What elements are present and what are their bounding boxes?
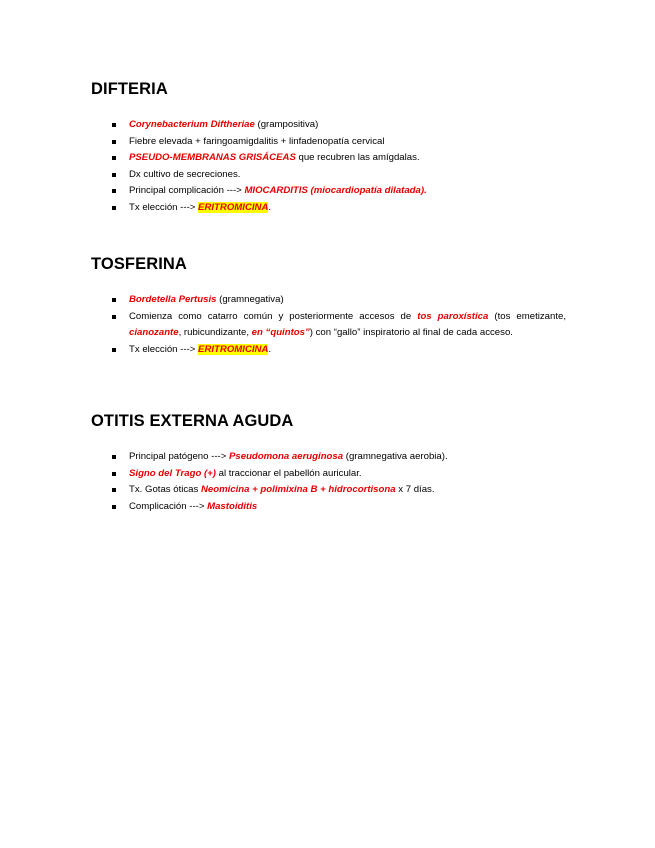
bullet-icon [112,455,116,459]
body-text: Tx. Gotas óticas [129,484,201,496]
emphasis-text: ERITROMICINA [198,343,269,355]
bullet-icon [112,206,116,210]
bullet-icon [112,488,116,492]
body-text: Dx cultivo de secreciones. [129,168,241,180]
body-text: x 7 días. [395,484,435,496]
body-text: Complicación ---> [129,500,208,512]
list-item [91,482,566,499]
emphasis-text: PSEUDO-MEMBRANAS GRISÁCEAS [129,152,296,164]
emphasis-text: Pseudomona aeruginosa [229,451,344,462]
bullet-list [91,449,566,515]
emphasis-text: MIOCARDITIS (miocardiopatía dilatada). [244,185,427,197]
body-text: Principal complicación ---> [129,185,245,197]
bullet-icon [112,348,116,352]
body-text: . [268,201,272,213]
body-text: Comienza como catarro común y posteriormente accesos de [129,310,418,322]
bullet-icon [112,298,116,302]
emphasis-text: tos paroxística [417,310,489,322]
emphasis-text: Bordetella Pertusis [129,294,217,305]
list-item [91,449,566,466]
section-otitis-externa-aguda [91,411,566,515]
emphasis-text: en “quintos” [251,327,310,339]
body-text: , rubicundizante, [178,327,252,339]
body-text: (gramnegativa aerobia). [343,451,448,462]
bullet-icon [112,315,116,319]
section-tosferina [91,254,566,358]
bullet-icon [112,472,116,476]
bullet-icon [112,173,116,177]
body-text: Principal patógeno ---> [129,451,229,462]
list-item [91,200,566,217]
list-item [91,499,566,516]
emphasis-text: cianozante [129,327,179,339]
body-text: ) con “gallo” inspiratorio al final de cada acceso. [309,327,513,339]
bullet-icon [112,140,116,144]
list-item [91,466,566,483]
list-item [91,342,566,359]
emphasis-text: Signo del Trago (+) [129,467,216,479]
emphasis-text: Corynebacterium Diftheriae [129,119,255,130]
body-text: que recubren las amígdalas. [295,152,420,164]
list-item [91,167,566,184]
bullet-icon [112,505,116,509]
list-item [91,134,566,151]
emphasis-text: ERITROMICINA [198,201,269,213]
list-item [91,117,566,134]
body-text: . [268,343,272,355]
body-text: (grampositiva) [254,119,319,130]
bullet-icon [112,156,116,160]
bullet-list [91,117,566,217]
body-text: (tos emetizante, [488,310,567,322]
body-text: al traccionar el pabellón auricular. [215,467,362,479]
body-text: Fiebre elevada + faringoamigdalitis + linfadenopatía cervical [129,135,385,147]
emphasis-text: Neomicina + polimixina B + hidrocortisona [200,484,396,496]
list-item [91,183,566,200]
bullet-icon [112,123,116,127]
bullet-icon [112,189,116,193]
list-item [91,292,566,309]
section-title: TOSFERINA [91,255,187,273]
body-text: Tx elección ---> [129,201,199,213]
list-item [91,309,566,342]
bullet-list [91,292,566,358]
section-difteria [91,79,566,217]
body-text: Tx elección ---> [129,343,199,355]
section-title: DIFTERIA [91,80,168,98]
emphasis-text: Mastoiditis [207,500,258,512]
section-title: OTITIS EXTERNA AGUDA [91,412,294,430]
list-item [91,150,566,167]
body-text: (gramnegativa) [216,294,284,305]
